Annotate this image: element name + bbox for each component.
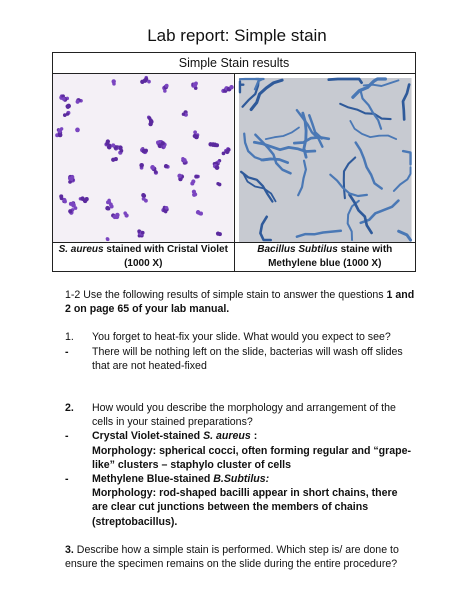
blue-bacilli-image: [235, 74, 416, 242]
answer-2-crystal: - Crystal Violet-stained S. aureus : Morphology: spherical cocci, often forming regular and “grape-like” clusters – staphylo cluster of cells: [65, 430, 412, 471]
answer-2-methylene: - Methylene Blue-stained B.Subtilus: Morphology: rod-shaped bacilli appear in short chains, there are clear cut junctions between the members of chains (streptobacillus).: [65, 473, 398, 528]
page-title: Lab report: Simple stain: [147, 26, 327, 45]
table-header: Simple Stain results: [53, 53, 416, 74]
report-body: [65, 288, 415, 571]
question-3: 3. Describe how a simple stain is performed. Which step is/ are done to ensure the specimen remains on the slide during the entire procedure?: [65, 543, 399, 571]
answer-1: - There will be nothing left on the slide, bacterias will wash off slides that are not heated-fixed: [65, 345, 403, 372]
saureus-micrograph: [53, 74, 235, 243]
question-1: 1. You forget to heat-fix your slide. What would you expect to see?: [65, 331, 391, 344]
right-caption: Bacillus Subtilus staine with Methylene blue (1000 X): [234, 243, 416, 272]
results-table: [52, 52, 416, 272]
left-caption: S. aureus stained with Cristal Violet (1000 X): [53, 243, 235, 272]
purple-cocci-image: [53, 74, 234, 242]
bsubtilus-micrograph: [234, 74, 416, 243]
question-2: 2. How would you describe the morphology and arrangement of the cells in your stained preparations?: [65, 402, 396, 429]
intro-paragraph: 1-2 Use the following results of simple stain to answer the questions 1 and 2 on page 65 of your lab manual.: [65, 289, 415, 316]
